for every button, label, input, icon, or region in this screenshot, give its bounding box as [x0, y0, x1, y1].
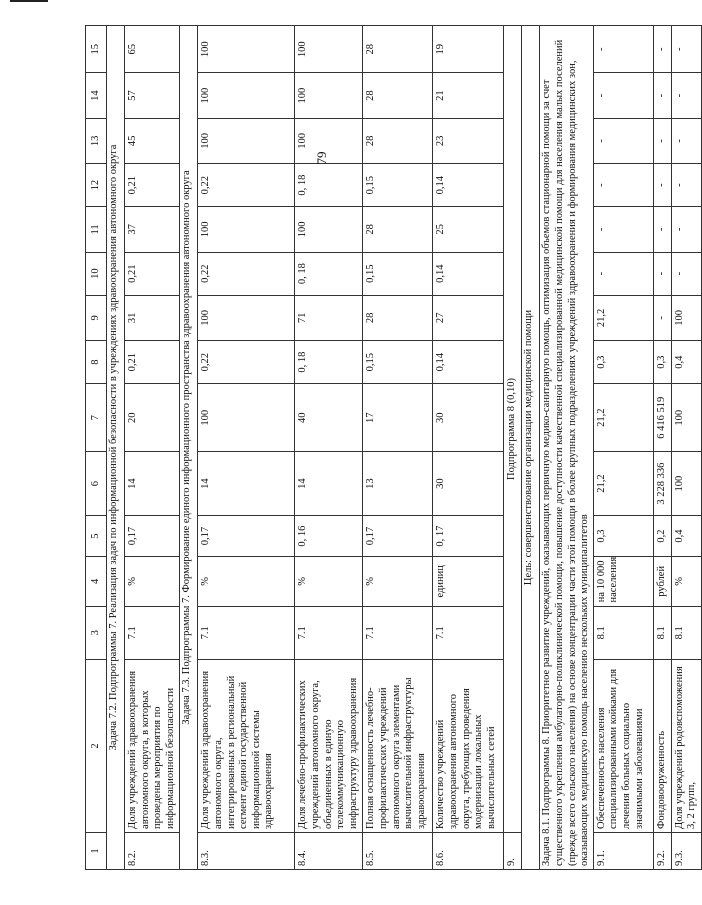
table-row [504, 26, 522, 870]
value-cell: 0,3 [653, 341, 671, 384]
value-cell: 13 [363, 452, 433, 516]
header-cell: 9 [86, 295, 107, 340]
value-cell: - [671, 207, 701, 252]
value-cell: 0,14 [433, 341, 504, 384]
value-cell: - [671, 26, 701, 73]
unit: на 10 000 населения [593, 557, 653, 606]
value-cell: 0,21 [125, 252, 180, 295]
value-cell: - [593, 73, 653, 118]
value-cell: 14 [125, 452, 180, 516]
value-cell: 100 [295, 118, 363, 163]
indicator-name: Фондовооруженность [653, 660, 671, 833]
unit: % [125, 557, 180, 606]
indicator-name: Полная оснащенность лечебно-профилактических учреждений автономного округа элементами вычислительной инфраструктуры здравоохранения [363, 660, 433, 833]
value-cell: - [593, 26, 653, 73]
value-cell: 30 [433, 384, 504, 452]
value-cell: 100 [295, 26, 363, 73]
task-ref: 8.1 [671, 606, 701, 660]
value-cell: 0,14 [433, 252, 504, 295]
value-cell: - [653, 26, 671, 73]
indicator-name: Доля учреждений здравоохранения автономного округа, интегрированных в региональный сегмент единой государственной информационной системы здравоохранения [198, 660, 295, 833]
unit: % [671, 557, 701, 606]
value-cell: 100 [198, 207, 295, 252]
value-cell: 0,22 [198, 252, 295, 295]
table-row [653, 26, 671, 870]
value-cell: 0,4 [671, 341, 701, 384]
value-cell: 27 [433, 295, 504, 340]
value-cell: 0,21 [125, 164, 180, 207]
rotated-page [85, 25, 698, 870]
task-heading-row [107, 26, 125, 870]
task-7-3-heading: Задача 7.3. Подпрограммы 7. Формирование единого информационного пространства здравоохранения автономного округа [180, 26, 198, 870]
row-number: 8.2. [125, 832, 180, 869]
value-cell: 71 [295, 295, 363, 340]
top-margin-mark [10, 0, 48, 2]
indicator-name: Количество учреждений здравоохранения автономного округа, требующих проведения модернизации локальных вычислительных сетей [433, 660, 504, 833]
value-cell: 30 [433, 452, 504, 516]
table-row [363, 26, 433, 870]
header-row [86, 26, 107, 870]
value-cell: - [653, 164, 671, 207]
value-cell: 28 [363, 26, 433, 73]
subprogram-cell [504, 26, 522, 833]
value-cell: - [653, 118, 671, 163]
value-cell: - [593, 252, 653, 295]
row-number: 8.6. [433, 832, 504, 869]
row-number: 9.1. [593, 832, 653, 869]
table-row [198, 26, 295, 870]
header-cell: 12 [86, 164, 107, 207]
value-cell: 0, 17 [433, 515, 504, 556]
value-cell: - [593, 118, 653, 163]
indicator-name: Доля учреждений родовспоможения 3, 2 групп, [671, 660, 701, 833]
value-cell: 31 [125, 295, 180, 340]
value-cell: 25 [433, 207, 504, 252]
value-cell: - [671, 118, 701, 163]
value-cell: - [671, 164, 701, 207]
value-cell: 0, 18 [295, 164, 363, 207]
value-cell: 100 [671, 384, 701, 452]
header-cell: 8 [86, 341, 107, 384]
row-number: 9. [504, 832, 522, 869]
table-row [593, 26, 653, 870]
value-cell: 100 [295, 73, 363, 118]
header-cell: 7 [86, 384, 107, 452]
header-cell: 14 [86, 73, 107, 118]
unit: единиц [433, 557, 504, 606]
task-ref: 8.1 [653, 606, 671, 660]
task-8-1-heading: Задача 8.1. Подпрограммы 8. Приоритетное развитие учреждений, оказывающих первичную медико-санитарную помощь, оптимизация объемов стационарной помощи за счет существенного укрепления амбулаторно-поликлинической помощи, повышение доступности качественной специализированной медицинской помощи для населения малых поселений (прежде всего сельского населения) на основе концентрации части этой помощи в более крупных подразделениях учреждений здравоохранения и формирования медицинских зон, оказывающих медицинскую помощь населению нескольких муниципалитетов [540, 26, 593, 870]
indicator-name: Доля лечебно-профилактических учреждений автономного округа, объединенных в единую телекоммуникационную инфраструктуру здравоохранения [295, 660, 363, 833]
value-cell: - [653, 207, 671, 252]
value-cell: 0, 16 [295, 515, 363, 556]
value-cell: 0,3 [593, 515, 653, 556]
indicator-table [85, 25, 702, 870]
value-cell: 21,2 [593, 384, 653, 452]
value-cell: 100 [671, 295, 701, 340]
value-cell: 100 [198, 26, 295, 73]
value-cell: 45 [125, 118, 180, 163]
row-number: 8.5. [363, 832, 433, 869]
value-cell: - [653, 252, 671, 295]
value-cell: 0,17 [363, 515, 433, 556]
value-cell: 14 [198, 452, 295, 516]
value-cell: 0,22 [198, 341, 295, 384]
task-ref: 7.1 [433, 606, 504, 660]
value-cell: 19 [433, 26, 504, 73]
table-row [433, 26, 504, 870]
row-number: 8.4. [295, 832, 363, 869]
header-cell: 4 [86, 557, 107, 606]
value-cell: 28 [363, 207, 433, 252]
goal-row [522, 26, 540, 870]
indicator-name: Обеспеченность населения специализированными койками для лечения больных социально значимыми заболеваниями [593, 660, 653, 833]
value-cell: 100 [198, 118, 295, 163]
table-row [671, 26, 701, 870]
value-cell: 28 [363, 118, 433, 163]
value-cell: 100 [198, 384, 295, 452]
value-cell: - [593, 164, 653, 207]
value-cell: - [653, 295, 671, 340]
value-cell: 0,17 [198, 515, 295, 556]
value-cell: 40 [295, 384, 363, 452]
value-cell: 20 [125, 384, 180, 452]
header-cell: 1 [86, 832, 107, 869]
value-cell: 21,2 [593, 295, 653, 340]
header-cell: 15 [86, 26, 107, 73]
value-cell: 0,15 [363, 341, 433, 384]
value-cell: 100 [671, 452, 701, 516]
task-ref: 7.1 [198, 606, 295, 660]
value-cell: 100 [198, 295, 295, 340]
value-cell: 0,22 [198, 164, 295, 207]
subprogram-8-heading: Подпрограмма 8 (0,10) [506, 378, 518, 480]
value-cell: 6 416 519 [653, 384, 671, 452]
goal-heading: Цель: совершенствование организации медицинской помощи [522, 26, 540, 870]
value-cell: 37 [125, 207, 180, 252]
header-cell: 13 [86, 118, 107, 163]
task-ref: 7.1 [295, 606, 363, 660]
task-7-2-heading: Задача 7.2. Подпрограммы 7. Реализация задач по информационной безопасности в учреждениях здравоохранения автономного округа [107, 26, 125, 870]
value-cell: - [653, 73, 671, 118]
task-ref: 8.1 [593, 606, 653, 660]
value-cell: 17 [363, 384, 433, 452]
row-number: 9.2. [653, 832, 671, 869]
value-cell: 57 [125, 73, 180, 118]
value-cell: 0,21 [125, 341, 180, 384]
value-cell: 28 [363, 295, 433, 340]
task-ref: 7.1 [125, 606, 180, 660]
header-cell: 5 [86, 515, 107, 556]
value-cell: 0,15 [363, 252, 433, 295]
page-number: 79 [314, 151, 329, 165]
value-cell: 28 [363, 73, 433, 118]
value-cell: 0, 18 [295, 252, 363, 295]
task-ref: 7.1 [363, 606, 433, 660]
value-cell: 100 [198, 73, 295, 118]
value-cell: - [671, 73, 701, 118]
value-cell: 14 [295, 452, 363, 516]
value-cell: 0, 18 [295, 341, 363, 384]
value-cell: 0,3 [593, 341, 653, 384]
header-cell: 10 [86, 252, 107, 295]
header-cell: 3 [86, 606, 107, 660]
value-cell: 100 [295, 207, 363, 252]
header-cell: 11 [86, 207, 107, 252]
table-row [125, 26, 180, 870]
unit: рублей [653, 557, 671, 606]
task-heading-row [180, 26, 198, 870]
header-cell: 2 [86, 660, 107, 833]
value-cell: 0,15 [363, 164, 433, 207]
value-cell: 0,17 [125, 515, 180, 556]
value-cell: 21 [433, 73, 504, 118]
unit: % [295, 557, 363, 606]
unit: % [363, 557, 433, 606]
value-cell: 21,2 [593, 452, 653, 516]
value-cell: 0,4 [671, 515, 701, 556]
unit: % [198, 557, 295, 606]
task-heading-row [540, 26, 593, 870]
row-number: 8.3. [198, 832, 295, 869]
header-cell: 6 [86, 452, 107, 516]
value-cell: - [671, 252, 701, 295]
value-cell: - [593, 207, 653, 252]
value-cell: 65 [125, 26, 180, 73]
value-cell: 0,14 [433, 164, 504, 207]
value-cell: 3 228 336 [653, 452, 671, 516]
value-cell: 23 [433, 118, 504, 163]
row-number: 9.3. [671, 832, 701, 869]
value-cell: 0,2 [653, 515, 671, 556]
indicator-name: Доля учреждений здравоохранения автономного округа, в которых проведены мероприятия по информационной безопасности [125, 660, 180, 833]
